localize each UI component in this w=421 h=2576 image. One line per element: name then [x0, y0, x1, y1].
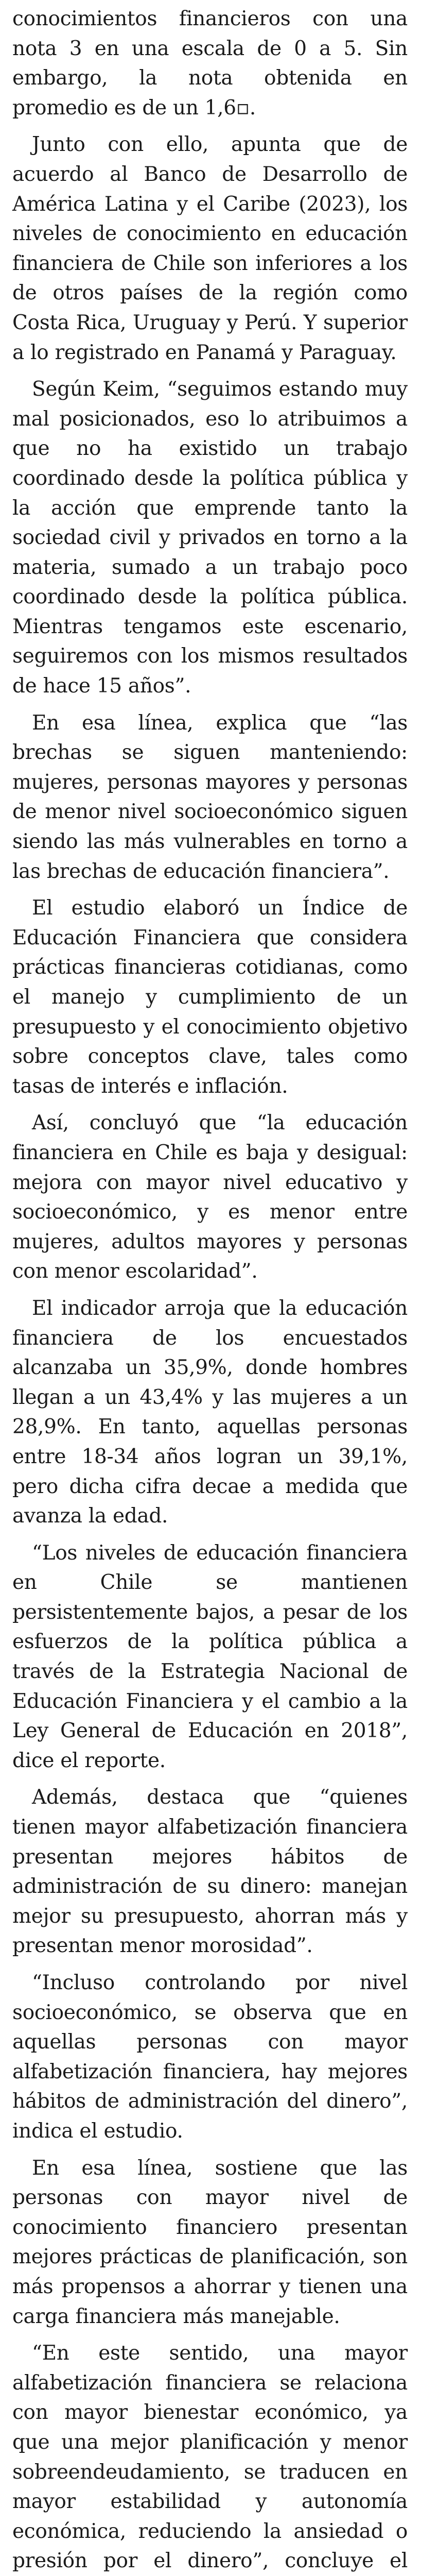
article-paragraph-6: Así, concluyó que “la educación financiera en Chile es baja y desigual: mejora con mayor nivel educativo y socioeconómico, y es menor entre mujeres, adultos mayores y personas con menor escolaridad”.: [12, 1111, 408, 1283]
article-paragraph-12: [12, 2338, 408, 2576]
article-paragraph-3: Según Keim, “seguimos estando muy mal posicionados, eso lo atribuimos a que no ha existido un trabajo coordinado desde la política pública y la acción que emprende tanto la sociedad civil y privados en torno a la materia, sumado a un trabajo poco coordinado desde la política pública. Mientras tengamos este escenario, seguiremos con los mismos resultados de hace 15 años”.: [12, 378, 408, 698]
article-paragraph-7: El indicador arroja que la educación financiera de los encuestados alcanzaba un 35,9%, donde hombres llegan a un 43,4% y las mujeres a un 28,9%. En tanto, aquellas personas entre 18-34 años logran un 39,1%, pero dicha cifra decae a medida que avanza la edad.: [12, 1296, 408, 1528]
article-paragraph-5: El estudio elaboró un Índice de Educación Financiera que considera prácticas financieras cotidianas, como el manejo y cumplimiento de un presupuesto y el conocimiento objetivo sobre conceptos clave, tales como tasas de interés e inflación.: [12, 896, 408, 1098]
article-paragraph-9: Además, destaca que “quienes tienen mayor alfabetización financiera presentan mejores hábitos de administración de su dinero: manejan mejor su presupuesto, ahorran más y presentan menor morosidad”.: [12, 1786, 408, 1958]
article-paragraph-10: “Incluso controlando por nivel socioeconómico, se observa que en aquellas personas con mayor alfabetización financiera, hay mejores hábitos de administración del dinero”, indica el estudio.: [12, 1971, 408, 2143]
article-paragraph-11: En esa línea, sostiene que las personas con mayor nivel de conocimiento financiero presentan mejores prácticas de planificación, son más propensos a ahorrar y tienen una carga financiera más manejable.: [12, 2156, 408, 2328]
article-paragraph-12-text: “En este sentido, una mayor alfabetización financiera se relaciona con mayor bienestar económico, ya que una mejor planificación y menor sobreendeudamiento, se traducen en mayor estabilidad y autonomía económica, reduciendo la ansiedad o presión por el dinero”, concluye el: [12, 2342, 408, 2573]
article-paragraph-1: conocimientos financieros con una nota 3 en una escala de 0 a 5. Sin embargo, la nota obtenida en promedio es de un 1,6▫.: [12, 7, 408, 120]
article-paragraph-4: En esa línea, explica que “las brechas se siguen manteniendo: mujeres, personas mayores y personas de menor nivel socioeconómico siguen siendo las más vulnerables en torno a las brechas de educación financiera”.: [12, 711, 408, 883]
article-paragraph-2: Junto con ello, apunta que de acuerdo al Banco de Desarrollo de América Latina y el Caribe (2023), los niveles de conocimiento en educación financiera de Chile son inferiores a los de otros países de la región como Costa Rica, Uruguay y Perú. Y superior a lo registrado en Panamá y Paraguay.: [12, 133, 408, 364]
article-paragraph-8: “Los niveles de educación financiera en Chile se mantienen persistentemente bajos, a pesar de los esfuerzos de la política pública a través de la Estrategia Nacional de Educación Financiera y el cambio a la Ley General de Educación en 2018”, dice el reporte.: [12, 1541, 408, 1772]
